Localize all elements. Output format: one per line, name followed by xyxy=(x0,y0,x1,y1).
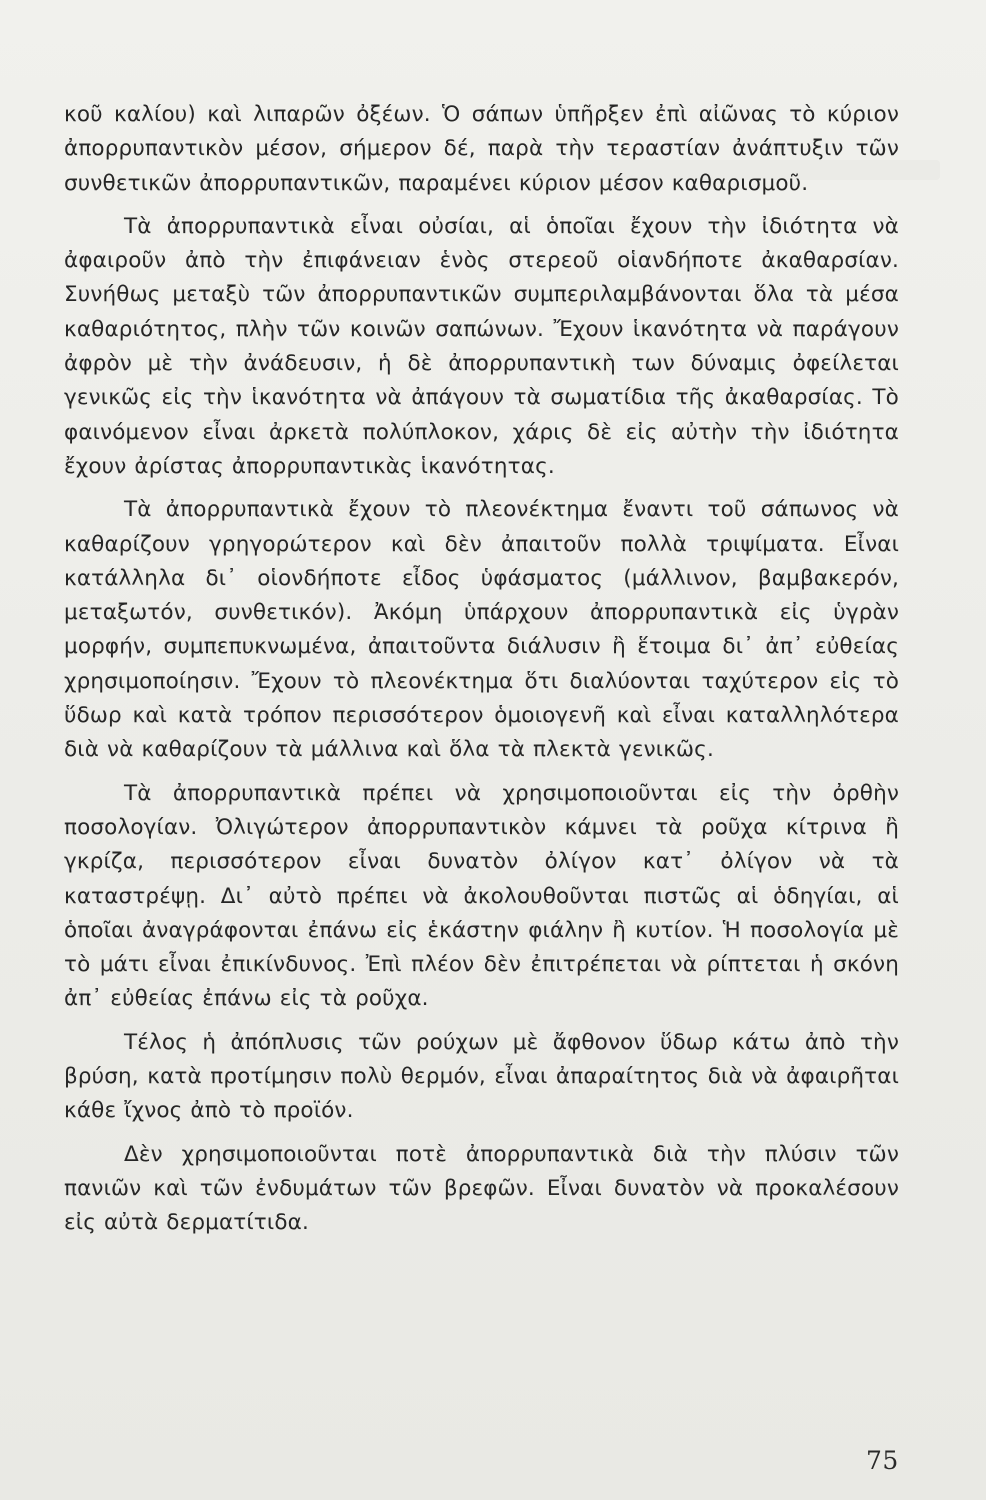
body-text xyxy=(64,98,899,1241)
paragraph-5: Τέλος ἡ ἀπόπλυσις τῶν ρούχων μὲ ἄφθονον ὕδωρ κάτω ἀπὸ τὴν βρύση, κατὰ προτίμησιν πολὺ θερμόν, εἶναι ἀπαραίτητος διὰ νὰ ἀφαιρῆται κάθε ἴχνος ἀπὸ τὸ προϊόν. xyxy=(64,1029,899,1124)
paragraph-1: κοῦ καλίου) καὶ λιπαρῶν ὀξέων. Ὁ σάπων ὑπῆρξεν ἐπὶ αἰῶνας τὸ κύριον ἀπορρυπαντικὸν μέσον, σήμερον δέ, παρὰ τὴν τεραστίαν ἀνάπτυξιν τῶν συνθετικῶν ἀπορρυπαντικῶν, παραμένει κύριον μέσον καθαρισμοῦ. xyxy=(64,102,899,196)
paragraph-6: Δὲν χρησιμοποιοῦνται ποτὲ ἀπορρυπαντικὰ διὰ τὴν πλύσιν τῶν πανιῶν καὶ τῶν ἐνδυμάτων τῶν βρεφῶν. Εἶναι δυνατὸν νὰ προκαλέσουν εἰς αὐτὰ δερματίτιδα. xyxy=(64,1141,899,1236)
paragraph-2: Τὰ ἀπορρυπαντικὰ εἶναι οὐσίαι, αἱ ὁποῖαι ἔχουν τὴν ἰδιότητα νὰ ἀφαιροῦν ἀπὸ τὴν ἐπιφάνειαν ἑνὸς στερεοῦ οἱανδήποτε ἀκαθαρσίαν. Συνήθως μεταξὺ τῶν ἀπορρυπαντικῶν συμπεριλαμβάνονται ὅλα τὰ μέσα καθαριότητος, πλὴν τῶν κοινῶν σαπώνων. Ἔχουν ἱκανότητα νὰ παράγουν ἀφρὸν μὲ τὴν ἀνάδευσιν, ἡ δὲ ἀπορρυπαντικὴ των δύναμις ὀφείλεται γενικῶς εἰς τὴν ἱκανότητα νὰ ἀπάγουν τὰ σωματίδια τῆς ἀκαθαρσίας. Τὸ φαινόμενον εἶναι ἀρκετὰ πολύπλοκον, χάρις δὲ εἰς αὐτὴν τὴν ἰδιότητα ἔχουν ἀρίστας ἀπορρυπαντικὰς ἱκανότητας. xyxy=(64,213,899,479)
paragraph-3: Τὰ ἀπορρυπαντικὰ ἔχουν τὸ πλεονέκτημα ἔναντι τοῦ σάπωνος νὰ καθαρίζουν γρηγορώτερον καὶ δὲν ἀπαιτοῦν πολλὰ τριψίματα. Εἶναι κατάλληλα δι᾿ οἱονδήποτε εἶδος ὑφάσματος (μάλλινον, βαμβακερόν, μεταξωτόν, συνθετικόν). Ἀκόμη ὑπάρχουν ἀπορρυπαντικὰ εἰς ὑγρὰν μορφήν, συμπεπυκνωμένα, ἀπαιτοῦντα διάλυσιν ἢ ἕτοιμα δι᾿ ἀπ᾿ εὐθείας χρησιμοποίησιν. Ἔχουν τὸ πλεονέκτημα ὅτι διαλύονται ταχύτερον εἰς τὸ ὕδωρ καὶ κατὰ τρόπον περισσότερον ὁμοιογενῆ καὶ εἶναι καταλληλότερα διὰ νὰ καθαρίζουν τὰ μάλλινα καὶ ὅλα τὰ πλεκτὰ γενικῶς. xyxy=(64,497,899,763)
page-number: 75 xyxy=(866,1446,899,1475)
paragraph-4: Τὰ ἀπορρυπαντικὰ πρέπει νὰ χρησιμοποιοῦνται εἰς τὴν ὀρθὴν ποσολογίαν. Ὀλιγώτερον ἀπορρυπαντικὸν κάμνει τὰ ροῦχα κίτρινα ἢ γκρίζα, περισσότερον εἶναι δυνατὸν ὀλίγον κατ᾿ ὀλίγον νὰ τὰ καταστρέψῃ. Δι᾿ αὐτὸ πρέπει νὰ ἀκολουθοῦνται πιστῶς αἱ ὁδηγίαι, αἱ ὁποῖαι ἀναγράφονται ἐπάνω εἰς ἑκάστην φιάλην ἢ κυτίον. Ἡ ποσολογία μὲ τὸ μάτι εἶναι ἐπικίνδυνος. Ἐπὶ πλέον δὲν ἐπιτρέπεται νὰ ρίπτεται ἡ σκόνη ἀπ᾿ εὐθείας ἐπάνω εἰς τὰ ροῦχα. xyxy=(64,780,899,1012)
